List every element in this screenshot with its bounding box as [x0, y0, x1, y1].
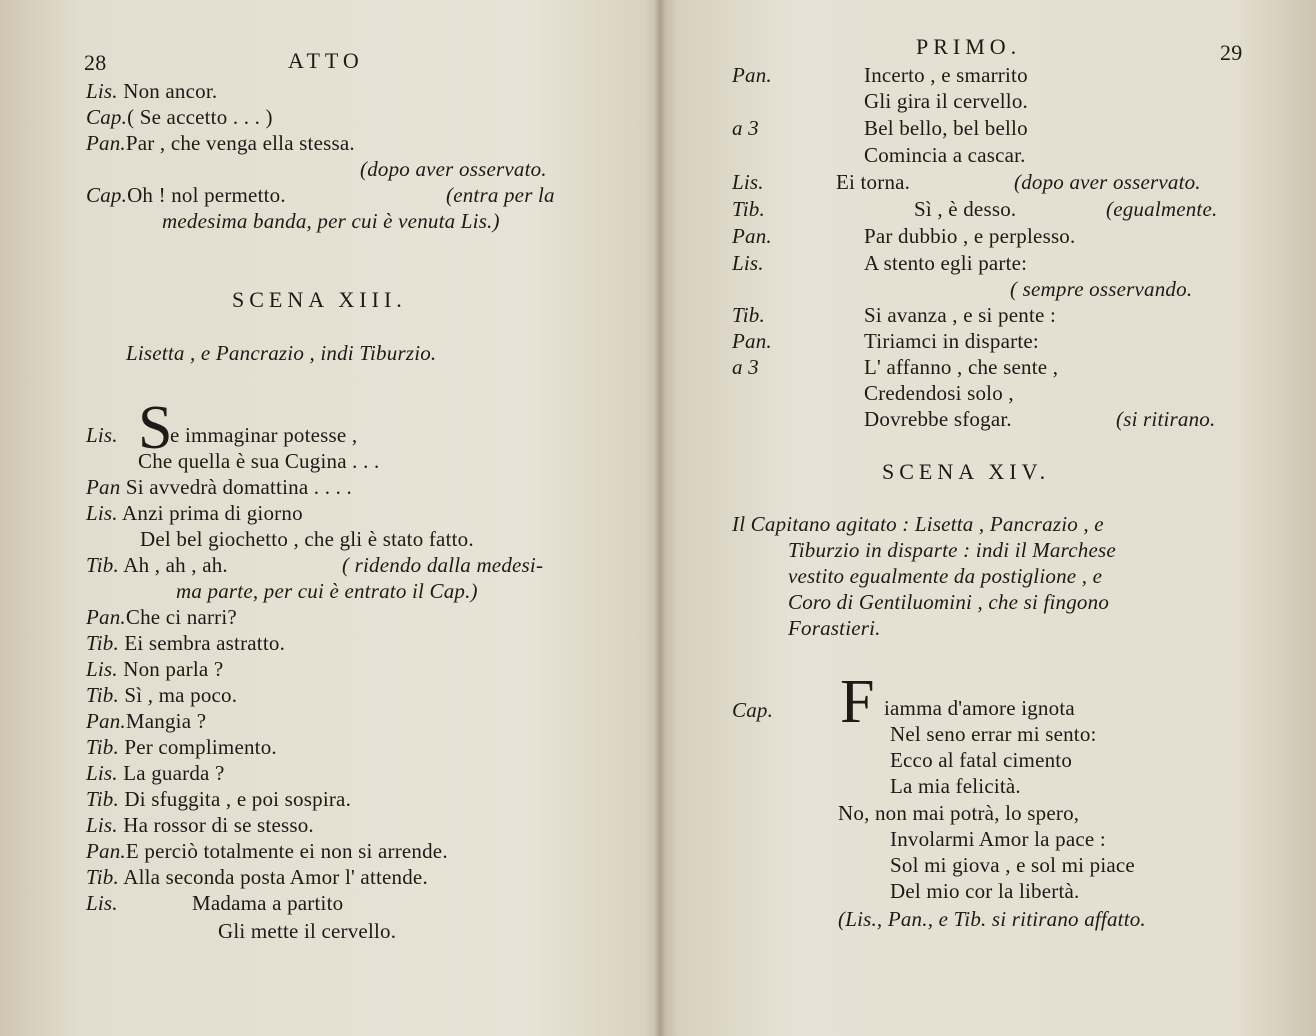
speaker: a 3 — [732, 355, 759, 379]
speaker: Lis. — [86, 501, 118, 525]
speaker: Tib. — [86, 553, 119, 577]
stage-direction: (si ritirano. — [1116, 407, 1216, 431]
scene-title: SCENA XIII. — [232, 287, 407, 312]
stage-direction: (entra per la — [446, 183, 555, 207]
speaker: a 3 — [732, 116, 759, 140]
verse: A stento egli parte: — [864, 251, 1028, 275]
verse: Gli mette il cervello. — [218, 919, 397, 943]
verse: Madama a partito — [192, 891, 344, 915]
speaker: Cap. — [86, 183, 128, 207]
speaker: Lis. — [86, 79, 118, 103]
speaker: Cap. — [86, 105, 128, 129]
speaker: Lis. — [86, 657, 118, 681]
verse: Si avvedrà domattina . . . . — [125, 475, 352, 499]
text-line — [86, 812, 314, 838]
text-line — [86, 630, 285, 656]
verse: Oh ! nol permetto. — [127, 183, 286, 207]
speaker: Pan. — [732, 63, 772, 87]
text-line — [86, 474, 352, 500]
right-page — [658, 0, 1316, 1036]
scene-characters: Forastieri. — [788, 616, 881, 640]
drop-cap: F — [840, 668, 875, 736]
stage-direction: (dopo aver osservato. — [1014, 170, 1201, 194]
verse: Bel bello, bel bello — [864, 116, 1028, 140]
speaker: Tib. — [86, 865, 119, 889]
verse: Par , che venga ella stessa. — [125, 131, 355, 155]
verse: Di sfuggita , e poi sospira. — [124, 787, 352, 811]
verse: Tiriamci in disparte: — [864, 329, 1039, 353]
text-line — [86, 890, 118, 916]
text-line — [86, 656, 223, 682]
verse: Non parla ? — [123, 657, 224, 681]
speaker: Pan. — [86, 605, 126, 629]
text-line — [86, 552, 228, 578]
verse: Per complimento. — [124, 735, 277, 759]
speaker: Tib. — [86, 787, 119, 811]
text-line — [86, 838, 448, 864]
verse: iamma d'amore ignota — [884, 696, 1075, 720]
speaker: Tib. — [732, 197, 765, 221]
verse: Ei torna. — [836, 170, 911, 194]
verse: ( Se accetto . . . ) — [127, 105, 273, 129]
verse: Incerto , e smarrito — [864, 63, 1028, 87]
stage-direction: (dopo aver osservato. — [360, 157, 547, 181]
text-line — [86, 682, 237, 708]
verse: e immaginar potesse , — [170, 423, 358, 447]
verse: Sì , è desso. — [914, 197, 1017, 221]
speaker: Pan. — [86, 839, 126, 863]
stage-direction: medesima banda, per cui è venuta Lis.) — [162, 209, 500, 233]
verse: Comincia a cascar. — [864, 143, 1026, 167]
speaker: Pan — [86, 475, 121, 499]
scene-characters: vestito egualmente da postiglione , e — [788, 564, 1103, 588]
stage-direction: ma parte, per cui è entrato il Cap.) — [176, 579, 478, 603]
verse: Che ci narri? — [125, 605, 237, 629]
scene-characters: Coro di Gentiluomini , che si fingono — [788, 590, 1110, 614]
verse: Alla seconda posta Amor l' attende. — [123, 865, 428, 889]
running-head: ATTO — [288, 48, 364, 73]
text-line — [86, 708, 206, 734]
verse: L' affanno , che sente , — [864, 355, 1059, 379]
speaker: Pan. — [86, 131, 126, 155]
verse: La guarda ? — [123, 761, 225, 785]
scene-characters: Lisetta , e Pancrazio , indi Tiburzio. — [126, 341, 437, 365]
verse: Sì , ma poco. — [124, 683, 238, 707]
speaker: Lis. — [86, 423, 118, 447]
verse: Involarmi Amor la pace : — [890, 827, 1106, 851]
drop-cap: S — [138, 394, 173, 462]
speaker: Lis. — [732, 251, 764, 275]
verse: Gli gira il cervello. — [864, 89, 1028, 113]
text-line — [86, 104, 273, 130]
verse: Sol mi giova , e sol mi piace — [890, 853, 1135, 877]
scene-characters: Tiburzio in disparte : indi il Marchese — [788, 538, 1116, 562]
speaker: Lis. — [86, 813, 118, 837]
running-head: PRIMO. — [916, 34, 1022, 59]
verse: Ecco al fatal cimento — [890, 748, 1073, 772]
text-line — [86, 604, 237, 630]
text-line — [86, 182, 286, 208]
page-number: 28 — [84, 50, 107, 75]
verse: Ah , ah , ah. — [123, 553, 228, 577]
stage-direction: ( sempre osservando. — [1010, 277, 1193, 301]
verse: Credendosi solo , — [864, 381, 1014, 405]
stage-direction: (Lis., Pan., e Tib. si ritirano affatto. — [838, 907, 1146, 931]
text-line — [86, 864, 428, 890]
stage-direction: ( ridendo dalla medesi- — [342, 553, 544, 577]
speaker: Tib. — [86, 631, 119, 655]
verse: No, non mai potrà, lo spero, — [838, 801, 1080, 825]
speaker: Tib. — [732, 303, 765, 327]
verse: E perciò totalmente ei non si arrende. — [125, 839, 448, 863]
text-line — [86, 734, 277, 760]
verse: Si avanza , e si pente : — [864, 303, 1056, 327]
verse: Ha rossor di se stesso. — [123, 813, 314, 837]
verse: Par dubbio , e perplesso. — [864, 224, 1076, 248]
speaker: Pan. — [732, 224, 772, 248]
text-line — [86, 500, 303, 526]
verse: Dovrebbe sfogar. — [864, 407, 1012, 431]
verse: Del bel giochetto , che gli è stato fatto. — [140, 527, 474, 551]
speaker: Lis. — [86, 761, 118, 785]
speaker: Tib. — [86, 683, 119, 707]
verse: Che quella è sua Cugina . . . — [138, 449, 380, 473]
speaker: Pan. — [732, 329, 772, 353]
verse: Nel seno errar mi sento: — [890, 722, 1097, 746]
text-line — [86, 760, 225, 786]
speaker: Tib. — [86, 735, 119, 759]
text-line — [86, 786, 351, 812]
text-line — [86, 130, 355, 156]
page-number: 29 — [1220, 40, 1243, 65]
verse: Del mio cor la libertà. — [890, 879, 1080, 903]
stage-direction: (egualmente. — [1106, 197, 1218, 221]
text-line — [86, 422, 118, 448]
speaker: Cap. — [732, 698, 774, 722]
speaker: Pan. — [86, 709, 126, 733]
speaker: Lis. — [86, 891, 118, 915]
text-line — [86, 78, 217, 104]
verse: La mia felicità. — [890, 774, 1021, 798]
verse: Mangia ? — [125, 709, 207, 733]
speaker: Lis. — [732, 170, 764, 194]
verse: Non ancor. — [117, 79, 218, 103]
scene-characters: Il Capitano agitato : Lisetta , Pancrazio , e — [732, 512, 1104, 536]
verse: Ei sembra astratto. — [124, 631, 286, 655]
scene-title: SCENA XIV. — [882, 459, 1051, 484]
verse: Anzi prima di giorno — [122, 501, 303, 525]
